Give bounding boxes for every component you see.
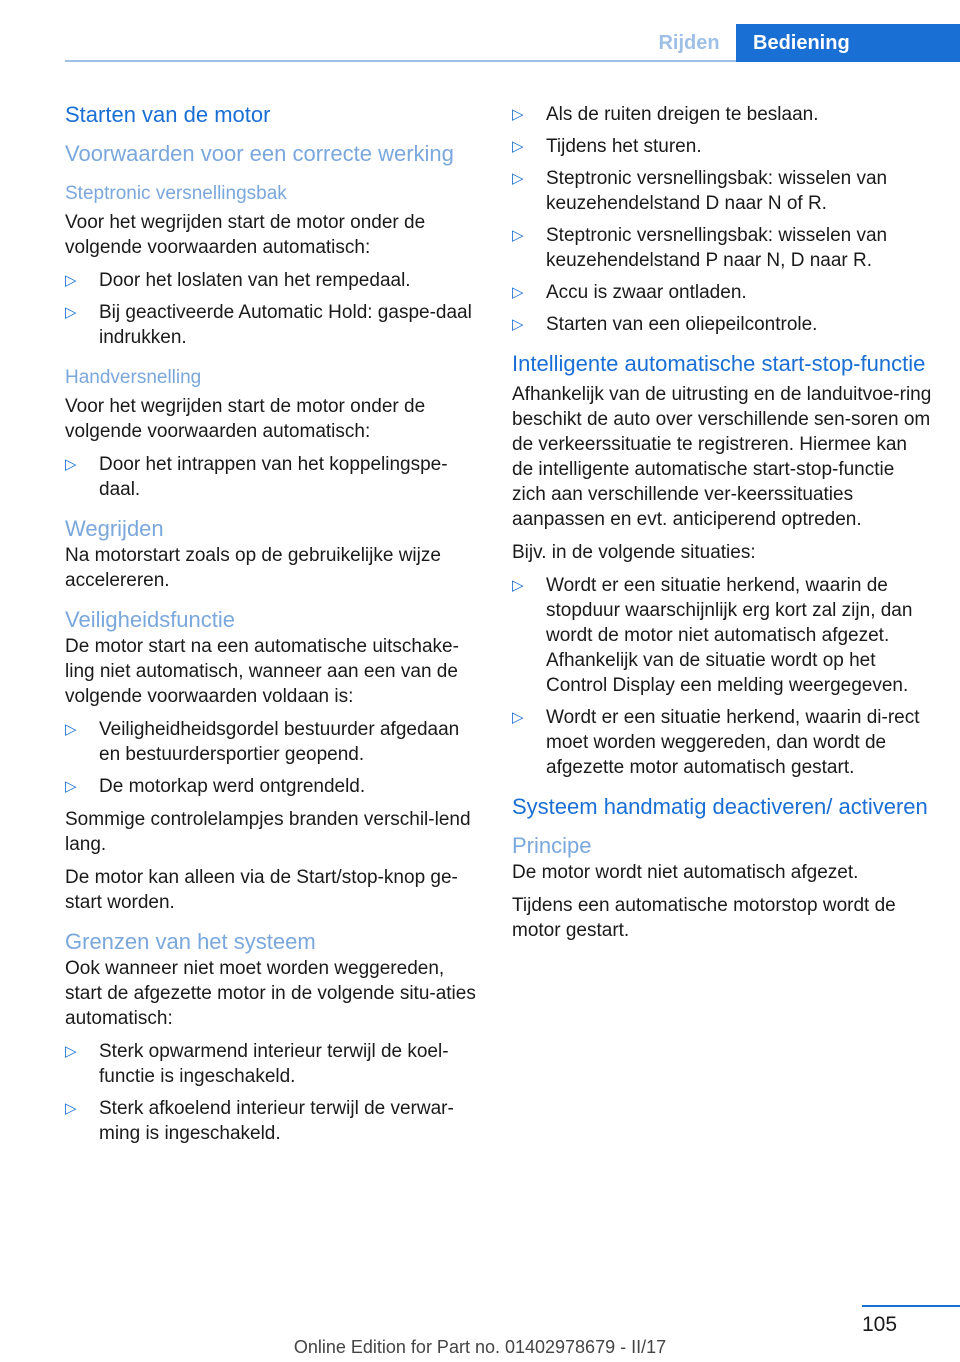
heading-system-limits: Grenzen van het systeem (65, 929, 316, 954)
heading-starting-engine: Starten van de motor (65, 102, 271, 127)
list-safety (65, 717, 483, 799)
triangle-bullet-icon: ▷ (65, 304, 77, 321)
list-limits-continued (512, 102, 932, 337)
edition-note: Online Edition for Part no. 01402978679 - II/17 (293, 1337, 667, 1357)
triangle-bullet-icon: ▷ (512, 138, 524, 155)
triangle-bullet-icon: ▷ (512, 709, 524, 726)
triangle-bullet-icon: ▷ (512, 284, 524, 301)
triangle-bullet-icon: ▷ (65, 456, 77, 473)
list-item: ▷ Sterk opwarmend interieur terwijl de koel-functie is ingeschakeld. (65, 1041, 449, 1087)
list-item: ▷ De motorkap werd ontgrendeld. (65, 776, 366, 797)
list-item: ▷ Als de ruiten dreigen te beslaan. (512, 104, 819, 125)
page-number: 105 (862, 1313, 898, 1336)
list-item: ▷ Tijdens het sturen. (512, 136, 702, 157)
heading-safety-function: Veiligheidsfunctie (65, 607, 236, 632)
list-item: ▷ Starten van een oliepeilcontrole. (512, 314, 818, 335)
list-item: ▷ Wordt er een situatie herkend, waarin di-rect moet worden weggereden, dan wordt de afgezette motor automatisch gestart. (512, 707, 920, 778)
list-manual (65, 452, 483, 502)
triangle-bullet-icon: ▷ (512, 316, 524, 333)
paragraph-principle-2: Tijdens een automatische motorstop wordt de motor gestart. (512, 895, 896, 941)
paragraph-manual: Voor het wegrijden start de motor onder de volgende voorwaarden automatisch: (65, 396, 426, 442)
paragraph-drive-off: Na motorstart zoals op de gebruikelijke wijze accelereren. (65, 545, 441, 591)
triangle-bullet-icon: ▷ (65, 272, 77, 289)
triangle-bullet-icon: ▷ (512, 170, 524, 187)
triangle-bullet-icon: ▷ (512, 106, 524, 123)
list-item: ▷ Accu is zwaar ontladen. (512, 282, 747, 303)
paragraph-safety: De motor start na een automatische uitschake-ling niet automatisch, wanneer aan een van de volgende voorwaarden voldaan is: (65, 636, 459, 707)
right-column (512, 102, 932, 951)
list-item: ▷ Steptronic versnellingsbak: wisselen van keuzehendelstand D naar N of R. (512, 168, 888, 214)
heading-principle: Principe (512, 833, 592, 858)
paragraph-limits: Ook wanneer niet moet worden weggereden, start de afgezette motor in de volgende situ-aties automatisch: (65, 958, 476, 1029)
heading-steptronic: Steptronic versnellingsbak (65, 183, 287, 204)
list-item: ▷ Bij geactiveerde Automatic Hold: gaspe-daal indrukken. (65, 302, 472, 348)
heading-manual-deactivate: Systeem handmatig deactiveren/ activeren (512, 794, 928, 819)
list-limits (65, 1039, 483, 1146)
list-steptronic (65, 268, 483, 350)
footer-rule (862, 1305, 960, 1307)
paragraph-principle-1: De motor wordt niet automatisch afgezet. (512, 862, 859, 883)
triangle-bullet-icon: ▷ (512, 227, 524, 244)
heading-manual-gearbox: Handversnelling (65, 367, 202, 388)
paragraph-lamps: Sommige controlelampjes branden verschil-lend lang. (65, 809, 471, 855)
triangle-bullet-icon: ▷ (65, 1043, 77, 1060)
triangle-bullet-icon: ▷ (65, 1100, 77, 1117)
list-item: ▷ Door het intrappen van het koppelingspe-daal. (65, 454, 448, 500)
paragraph-start-stop-button: De motor kan alleen via de Start/stop-knop ge-start worden. (65, 867, 458, 913)
list-item: ▷ Veiligheidheidsgordel bestuurder afgedaan en bestuurdersportier geopend. (65, 719, 460, 765)
list-item: ▷ Wordt er een situatie herkend, waarin de stopduur waarschijnlijk erg kort zal zijn, dan wordt de motor niet automatisch afgezet. Afhankelijk van de situatie wordt op het Control Display een melding weergegeven. (512, 575, 913, 696)
heading-intelligent-start-stop: Intelligente automatische start-stop-functie (512, 351, 926, 376)
left-column (65, 102, 483, 1154)
paragraph-intelligent: Afhankelijk van de uitrusting en de landuitvoe-ring beschikt de auto over verschillende sen-soren om de verkeerssituatie te registreren. Hiermee kan de intelligente automatische start-stop-functie zich aan verschillende ver-keerssituaties aanpassen en evt. anticiperend optreden. (512, 384, 932, 530)
list-item: ▷ Steptronic versnellingsbak: wisselen van keuzehendelstand P naar N, D naar R. (512, 225, 888, 271)
list-item: ▷ Sterk afkoelend interieur terwijl de verwar-ming is ingeschakeld. (65, 1098, 454, 1144)
header-tab-rijden[interactable]: Rijden (658, 32, 720, 54)
list-item: ▷ Door het loslaten van het rempedaal. (65, 270, 411, 291)
triangle-bullet-icon: ▷ (512, 577, 524, 594)
heading-conditions: Voorwaarden voor een correcte werking (65, 141, 454, 166)
triangle-bullet-icon: ▷ (65, 778, 77, 795)
triangle-bullet-icon: ▷ (65, 721, 77, 738)
paragraph-steptronic: Voor het wegrijden start de motor onder de volgende voorwaarden automatisch: (65, 212, 426, 258)
paragraph-examples: Bijv. in de volgende situaties: (512, 542, 756, 563)
header-tab-bediening[interactable]: Bediening (736, 24, 960, 62)
heading-drive-off: Wegrijden (65, 516, 164, 541)
list-examples (512, 573, 932, 780)
